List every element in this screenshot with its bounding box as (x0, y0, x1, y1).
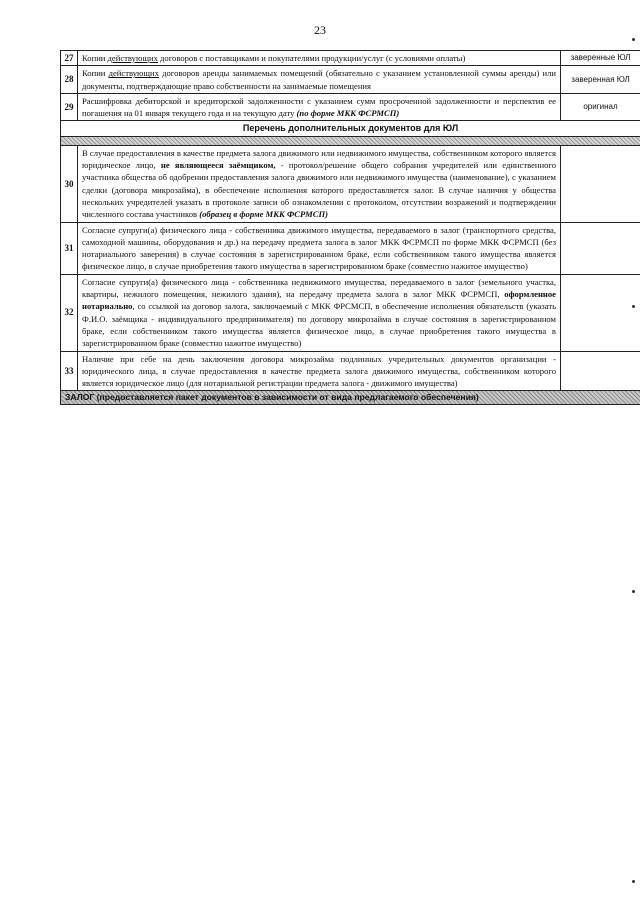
row-document-form: оригинал (561, 93, 640, 121)
row-document-form: заверенная ЮЛ (561, 66, 640, 94)
description-fragment: Копии (82, 53, 108, 63)
row-document-form (561, 274, 640, 351)
row-number: 27 (61, 51, 78, 66)
description-fragment: оформленное нотариально (82, 289, 556, 312)
documents-table-body (61, 51, 640, 405)
description-fragment: действующих (108, 68, 159, 79)
hatched-divider-row (61, 136, 640, 145)
row-number: 31 (61, 222, 78, 274)
hatched-divider (61, 136, 640, 145)
description-fragment: Копии (82, 68, 109, 79)
description-fragment: В случае предоставления в качестве предмета залога движимого или недвижимого имущества, собственником которого является юридическое лицо, (82, 147, 556, 171)
description-fragment: Наличие при себе на день заключения договора микрозайма подлинных учредительных документов организации - юридического лица, в случае предоставления в качестве предмета залога движимого имущества, собственником которого является юридическое лицо (для нотариальной регистрации предмета залога - движимого имущества) (82, 353, 556, 389)
row-number: 33 (61, 351, 78, 391)
description-fragment: Согласие супруги(а) физического лица - собственника недвижимого имущества, передаваемого в залог (земельного участка, квартиры, нежилого помещения, нежилого здания), на передачу предмета залога в залог МКК ФСРМСП, (82, 276, 556, 300)
table-row (61, 66, 640, 94)
page-number: 23 (314, 23, 326, 37)
row-document-form: заверенные ЮЛ (561, 51, 640, 66)
description-fragment: Согласие супруги(а) физического лица - собственника движимого имущества, передаваемого в залог (транспортного средства, самоходной машины, оборудования и др.) на передачу предмета залога в залог МКК ФСРМСП по форме МКК ФСРМСП (без нотариального заверения) в случае состояния в зарегистрированном браке, если собственником такого имущества является физическое лицо, в случае приобретения такого имущества в зарегистрированном браке (совместно нажитое имущество) (82, 224, 556, 272)
scan-mark (632, 590, 635, 593)
table-row (61, 145, 640, 222)
row-description (78, 93, 561, 121)
table-row (61, 351, 640, 391)
row-description (78, 274, 561, 351)
documents-table (60, 50, 640, 405)
description-fragment: договоров аренды занимаемых помещений (обязательно с указанием установленной суммы аренды) или документы, подтверждающие право собственности на занимаемые помещения (82, 68, 556, 91)
scan-mark (632, 38, 635, 41)
description-fragment: (образец в форме МКК ФСРМСП) (199, 209, 328, 220)
description-fragment: не являющееся заёмщиком, (160, 160, 276, 171)
table-row (61, 51, 640, 66)
row-description (78, 66, 561, 94)
table-row (61, 93, 640, 121)
row-document-form (561, 351, 640, 391)
pledge-heading-row (61, 391, 640, 405)
row-number: 30 (61, 145, 78, 222)
description-fragment: Расшифровка дебиторской и кредиторской задолженности с указанием сумм просроченной задолженности и перспектив ее погашения на 01 января текущего года и на текущую дату (82, 95, 556, 119)
scan-mark (632, 880, 635, 883)
row-description (78, 51, 561, 66)
row-number: 28 (61, 66, 78, 94)
section-heading: Перечень дополнительных документов для ЮЛ (61, 121, 640, 136)
table-row (61, 274, 640, 351)
description-fragment: , со ссылкой на договор залога, заключаемый с МКК ФРСМСП, в обеспечение исполнения обязательств (указать Ф.И.О. заёмщика - индивидуального предпринимателя) по договору микрозайма в случае состояния в зарегистрированном браке, если собственником такого имущества является физическое лицо, в случае приобретения такого имущества в зарегистрированном браке (совместно нажитое имущество) (82, 301, 556, 349)
description-fragment: договоров с поставщиками и покупателями продукции/услуг (с условиями оплаты) (157, 53, 466, 63)
row-document-form (561, 222, 640, 274)
pledge-heading: ЗАЛОГ (предоставляется пакет документов в зависимости от вида предлагаемого обеспечения) (61, 391, 640, 405)
row-description (78, 351, 561, 391)
scan-mark (632, 305, 635, 308)
description-fragment: (по форме МКК ФСРМСП) (296, 108, 400, 119)
row-number: 32 (61, 274, 78, 351)
row-document-form (561, 145, 640, 222)
description-fragment: действующих (107, 53, 158, 63)
section-heading-row (61, 121, 640, 136)
row-description (78, 222, 561, 274)
table-row (61, 222, 640, 274)
description-fragment: - протокол/решение общего собрания учредителей или единственного участника общества об одобрении предоставления залога движимого или недвижимого имущества (наименование), с указанием сделки (договора микрозайма), в обеспечение исполнения которого предоставляется залог. В случае наличия у общества нескольких учредителей указать в протоколе записи об ознакомлении с протоколом, отсутствии возражений и подтверждении численного состава участников (82, 160, 557, 220)
row-description (78, 145, 561, 222)
row-number: 29 (61, 93, 78, 121)
